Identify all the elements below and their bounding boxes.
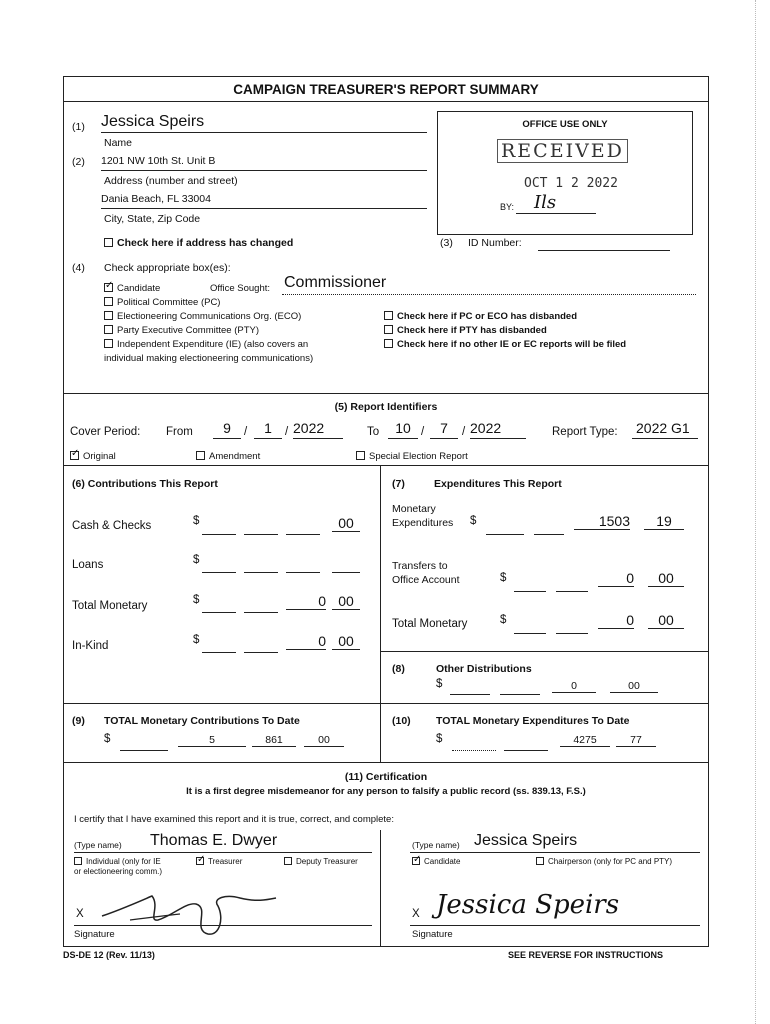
cover-period-label: Cover Period: <box>70 426 141 438</box>
eco-label: Electioneering Communications Org. (ECO) <box>117 311 302 322</box>
report-type-label: Report Type: <box>552 426 618 438</box>
to-year-line <box>470 438 526 439</box>
in-kind-field-1[interactable] <box>202 636 236 653</box>
total-monetary-label: Total Monetary <box>72 600 148 612</box>
signer-candidate-checkbox[interactable] <box>412 857 420 865</box>
treasurer-row[interactable] <box>196 857 242 866</box>
cash-field-1[interactable] <box>202 518 236 535</box>
from-year[interactable]: 2022 <box>293 420 325 436</box>
name-underline <box>101 132 427 133</box>
deputy-treasurer-label: Deputy Treasurer <box>296 857 358 866</box>
treasurer-name[interactable]: Thomas E. Dwyer <box>150 832 278 849</box>
stamp-initials: Ils <box>534 192 557 213</box>
exp-total-field-1[interactable] <box>514 617 546 634</box>
scan-edge <box>755 0 760 1024</box>
candidate-signature: Jessica Speirs <box>436 890 620 920</box>
right-signature-line[interactable] <box>410 925 700 926</box>
to-day[interactable]: 7 <box>440 420 448 436</box>
ie-row[interactable] <box>104 339 308 350</box>
from-day-line <box>254 438 282 439</box>
right-signature-label: Signature <box>412 929 453 940</box>
amendment-label: Amendment <box>209 451 261 462</box>
chairperson-checkbox[interactable] <box>536 857 544 865</box>
address-underline <box>101 170 427 171</box>
loans-field-1[interactable] <box>202 556 236 573</box>
deputy-treasurer-checkbox[interactable] <box>284 857 292 865</box>
total-contributions-title: TOTAL Monetary Contributions To Date <box>104 715 300 727</box>
report-type-line <box>632 438 698 439</box>
total-exp-dollar: $ <box>436 733 443 745</box>
cash-checks-label: Cash & Checks <box>72 520 152 532</box>
amendment-checkbox[interactable] <box>196 451 205 460</box>
report-type-value[interactable]: 2022 G1 <box>636 420 690 436</box>
report-identifiers-title: (5) Report Identifiers <box>334 401 438 413</box>
total-expenditures-title: TOTAL Monetary Expenditures To Date <box>436 715 630 727</box>
sec10-number: (10) <box>392 715 411 727</box>
stamp-by-underline <box>516 213 596 214</box>
pc-disbanded-row[interactable] <box>384 311 577 322</box>
total-exp-dollars[interactable]: 4275 <box>560 734 610 747</box>
original-row[interactable] <box>70 451 116 462</box>
right-name-underline <box>410 852 700 853</box>
transfers-field-1[interactable] <box>514 575 546 592</box>
monetary-exp-label-1: Monetary <box>392 503 436 515</box>
monetary-exp-label-2: Expenditures <box>392 517 454 529</box>
treasurer-label: Treasurer <box>208 857 243 866</box>
stamp-by-label: BY: <box>500 202 515 212</box>
in-kind-cents[interactable]: 00 <box>332 633 360 650</box>
from-month[interactable]: 9 <box>223 420 231 436</box>
transfers-dollar: $ <box>500 572 507 584</box>
sec8-number: (8) <box>392 663 405 675</box>
no-other-reports-label: Check here if no other IE or EC reports will be filed <box>397 339 627 350</box>
contributions-title: (6) Contributions This Report <box>72 478 218 490</box>
chairperson-label: Chairperson (only for PC and PTY) <box>548 857 673 866</box>
sec6-top-divider <box>63 465 709 466</box>
city-label: City, State, Zip Code <box>104 213 201 225</box>
pc-disbanded-label: Check here if PC or ECO has disbanded <box>397 311 578 322</box>
form-title: CAMPAIGN TREASURER'S REPORT SUMMARY <box>233 82 539 97</box>
pc-disbanded-checkbox[interactable] <box>384 311 393 320</box>
individual-row[interactable] <box>74 857 161 866</box>
sec4-number: (4) <box>72 262 85 274</box>
treasurer-checkbox[interactable] <box>196 857 204 865</box>
loans-dollar: $ <box>193 554 200 566</box>
candidate-checkbox[interactable] <box>104 283 113 292</box>
exp-total-dollars[interactable]: 0 <box>598 612 634 629</box>
treasurer-signature <box>100 876 280 938</box>
monetary-exp-field-1[interactable] <box>486 518 524 535</box>
address-value[interactable]: 1201 NW 10th St. Unit B <box>101 155 216 167</box>
candidate-label: Candidate <box>117 283 161 294</box>
in-kind-dollar: $ <box>193 634 200 646</box>
exp-total-dollar: $ <box>500 614 507 626</box>
other-dist-field-2[interactable] <box>500 678 540 695</box>
individual-checkbox[interactable] <box>74 857 82 865</box>
special-election-checkbox[interactable] <box>356 451 365 460</box>
special-election-row[interactable] <box>356 451 468 462</box>
in-kind-dollars[interactable]: 0 <box>286 633 326 650</box>
cash-cents[interactable]: 00 <box>332 515 360 532</box>
eco-row[interactable] <box>104 311 301 322</box>
candidate-name-value[interactable]: Jessica Speirs <box>101 113 205 130</box>
other-dist-field-1[interactable] <box>450 678 490 695</box>
total-contrib-thousands[interactable]: 5 <box>178 734 246 747</box>
reverse-instructions: SEE REVERSE FOR INSTRUCTIONS <box>508 950 664 960</box>
from-month-line <box>213 438 241 439</box>
loans-field-3[interactable] <box>286 556 320 573</box>
other-distributions-title: Other Distributions <box>436 663 532 675</box>
from-year-line <box>293 438 343 439</box>
pty-disbanded-row[interactable] <box>384 325 547 336</box>
cash-field-3[interactable] <box>286 518 320 535</box>
sec9-top-divider <box>63 703 709 704</box>
total-contrib-cents[interactable]: 00 <box>304 734 344 747</box>
transfers-cents[interactable]: 00 <box>648 570 684 587</box>
right-type-name-label: (Type name) <box>412 840 460 850</box>
pty-label: Party Executive Committee (PTY) <box>117 325 260 336</box>
pty-disbanded-label: Check here if PTY has disbanded <box>397 325 547 336</box>
to-slash-1: / <box>421 426 425 438</box>
deputy-treasurer-row[interactable] <box>284 857 358 866</box>
to-day-line <box>430 438 458 439</box>
chairperson-row[interactable] <box>536 857 672 866</box>
total-monetary-dollars[interactable]: 0 <box>286 593 326 610</box>
certify-statement: I certify that I have examined this report and it is true, correct, and complete: <box>74 814 394 825</box>
eco-checkbox[interactable] <box>104 311 113 320</box>
total-monetary-field-1[interactable] <box>202 596 236 613</box>
monetary-exp-dollars[interactable]: 1503 <box>574 513 630 530</box>
monetary-exp-field-2[interactable] <box>534 518 564 535</box>
city-underline <box>101 208 427 209</box>
pty-checkbox[interactable] <box>104 325 113 334</box>
left-signature-label: Signature <box>74 929 115 940</box>
left-signature-line[interactable] <box>74 925 372 926</box>
sec9-10-vertical-divider <box>380 703 381 762</box>
city-value[interactable]: Dania Beach, FL 33004 <box>101 193 211 205</box>
sec9-number: (9) <box>72 715 85 727</box>
office-sought-value[interactable]: Commissioner <box>284 274 387 291</box>
transfers-label-2: Office Account <box>392 574 460 586</box>
total-exp-field-1[interactable] <box>452 734 496 751</box>
from-label: From <box>166 426 193 438</box>
transfers-field-2[interactable] <box>556 575 588 592</box>
transfers-dollars[interactable]: 0 <box>598 570 634 587</box>
total-contrib-dollar: $ <box>104 733 111 745</box>
original-label: Original <box>83 451 116 462</box>
address-changed-row[interactable] <box>104 237 293 249</box>
from-slash-1: / <box>244 426 248 438</box>
ie-checkbox[interactable] <box>104 339 113 348</box>
total-contrib-field-1[interactable] <box>120 734 168 751</box>
stamp-date: OCT 1 2 2022 <box>524 176 618 191</box>
pc-row[interactable] <box>104 297 220 308</box>
signer-candidate-label: Candidate <box>424 857 461 866</box>
pty-disbanded-checkbox[interactable] <box>384 325 393 334</box>
received-stamp: RECEIVED <box>498 140 627 162</box>
total-monetary-cents[interactable]: 00 <box>332 593 360 610</box>
original-checkbox[interactable] <box>70 451 79 460</box>
sec1-number: (1) <box>72 121 85 133</box>
expenditures-title: Expenditures This Report <box>434 478 562 490</box>
in-kind-field-2[interactable] <box>244 636 278 653</box>
id-number-field[interactable] <box>538 250 670 251</box>
total-contrib-hundreds[interactable]: 861 <box>252 734 296 747</box>
monetary-exp-dollar: $ <box>470 515 477 527</box>
other-dist-cents[interactable]: 00 <box>610 680 658 693</box>
ie-label: Independent Expenditure (IE) (also covers an <box>117 339 309 350</box>
from-slash-2: / <box>285 426 289 438</box>
monetary-exp-cents[interactable]: 19 <box>644 513 684 530</box>
other-dist-dollar: $ <box>436 678 443 690</box>
id-number-label: ID Number: <box>468 237 522 249</box>
in-kind-label: In-Kind <box>72 640 109 652</box>
right-signature-x: X <box>412 908 420 920</box>
certification-warning: It is a first degree misdemeanor for any person to falsify a public record (ss. 839.13, F.S.) <box>186 786 586 797</box>
form-id: DS-DE 12 (Rev. 11/13) <box>63 950 155 960</box>
amendment-row[interactable] <box>196 451 260 462</box>
pty-row[interactable] <box>104 325 259 336</box>
sec7-number: (7) <box>392 478 405 490</box>
signer-candidate-row[interactable] <box>412 857 460 866</box>
total-monetary-field-2[interactable] <box>244 596 278 613</box>
address-changed-checkbox[interactable] <box>104 238 113 247</box>
from-day[interactable]: 1 <box>264 420 272 436</box>
sec6-7-vertical-divider <box>380 465 381 703</box>
sec3-number: (3) <box>440 237 453 249</box>
cash-dollar: $ <box>193 515 200 527</box>
loans-field-2[interactable] <box>244 556 278 573</box>
office-use-label: OFFICE USE ONLY <box>522 119 608 130</box>
pc-label: Political Committee (PC) <box>117 297 221 308</box>
to-slash-2: / <box>462 426 466 438</box>
title-divider <box>63 101 709 102</box>
total-exp-field-2[interactable] <box>504 734 548 751</box>
to-month[interactable]: 10 <box>395 420 411 436</box>
no-other-reports-row[interactable] <box>384 339 626 350</box>
individual-label: Individual (only for IE <box>86 857 161 866</box>
transfers-label-1: Transfers to <box>392 560 448 572</box>
exp-total-monetary-label: Total Monetary <box>392 618 468 630</box>
candidate-signer-name[interactable]: Jessica Speirs <box>474 832 578 849</box>
exp-total-field-2[interactable] <box>556 617 588 634</box>
cash-field-2[interactable] <box>244 518 278 535</box>
address-label: Address (number and street) <box>104 175 238 187</box>
sec2-number: (2) <box>72 156 85 168</box>
name-label: Name <box>104 137 133 149</box>
sec8-top-divider <box>380 651 709 652</box>
exp-total-cents[interactable]: 00 <box>648 612 684 629</box>
left-type-name-label: (Type name) <box>74 840 122 850</box>
loans-cents[interactable] <box>332 556 360 573</box>
other-dist-dollars[interactable]: 0 <box>552 680 596 693</box>
pc-checkbox[interactable] <box>104 297 113 306</box>
sec11-top-divider <box>63 762 709 763</box>
to-label: To <box>367 426 380 438</box>
total-exp-cents[interactable]: 77 <box>616 734 656 747</box>
individual-label-2: or electioneering comm.) <box>74 867 163 876</box>
ie-label-2: individual making electioneering communications) <box>104 353 314 364</box>
office-sought-underline <box>282 294 696 295</box>
address-changed-label: Check here if address has changed <box>117 237 294 249</box>
special-election-label: Special Election Report <box>369 451 468 462</box>
sec5-top-divider <box>63 393 709 394</box>
office-sought-label: Office Sought: <box>210 283 271 294</box>
left-name-underline <box>74 852 372 853</box>
to-year[interactable]: 2022 <box>470 420 502 436</box>
left-signature-x: X <box>76 908 84 920</box>
total-monetary-dollar: $ <box>193 594 200 606</box>
check-boxes-label: Check appropriate box(es): <box>104 262 231 274</box>
loans-label: Loans <box>72 559 104 571</box>
to-month-line <box>388 438 418 439</box>
no-other-reports-checkbox[interactable] <box>384 339 393 348</box>
certification-title: (11) Certification <box>344 771 428 783</box>
candidate-row[interactable] <box>104 283 160 294</box>
signature-vertical-divider <box>380 830 381 946</box>
